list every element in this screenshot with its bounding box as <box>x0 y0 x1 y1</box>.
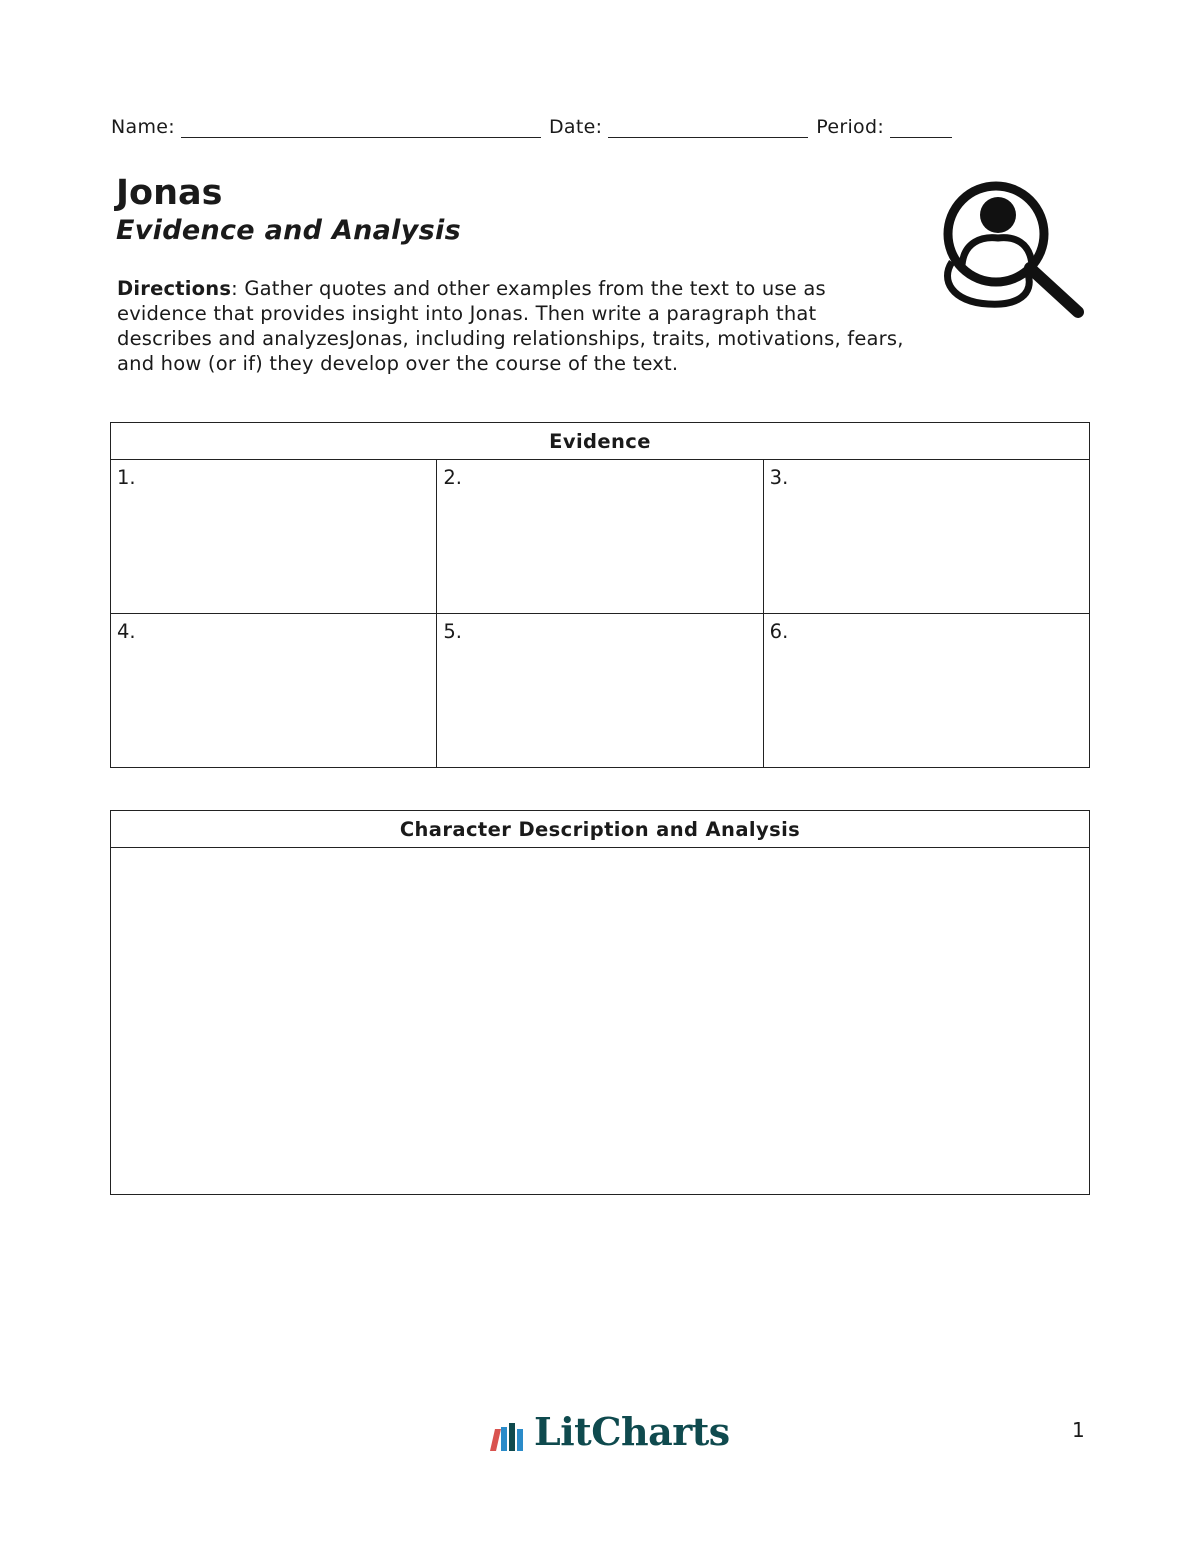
name-field[interactable] <box>181 116 541 138</box>
evidence-number: 5. <box>443 620 462 643</box>
directions-text: : Gather quotes and other examples from the text to use as evidence that provides insight into Jonas. Then write a paragraph that describes and analyzesJonas, including relationships, traits, motivations, fears, and how (or if) they develop over the course of the text. <box>117 277 904 375</box>
evidence-cell-3[interactable] <box>763 460 1089 614</box>
page-number: 1 <box>1072 1418 1085 1442</box>
date-label: Date: <box>548 116 603 138</box>
analysis-table <box>110 810 1090 1195</box>
evidence-cell-4[interactable] <box>111 614 437 768</box>
student-info-line <box>111 112 991 138</box>
directions <box>117 276 917 376</box>
magnifier-person-icon <box>938 170 1088 322</box>
books-icon <box>488 1420 528 1452</box>
evidence-number: 3. <box>769 466 789 489</box>
evidence-number: 1. <box>117 466 136 489</box>
period-field[interactable] <box>890 116 952 138</box>
analysis-heading: Character Description and Analysis <box>111 811 1090 848</box>
evidence-cell-1[interactable] <box>111 460 437 614</box>
evidence-heading: Evidence <box>111 423 1090 460</box>
date-field[interactable] <box>608 116 808 138</box>
evidence-number: 2. <box>443 466 462 489</box>
analysis-writing-area[interactable] <box>111 848 1090 1195</box>
name-label: Name: <box>111 116 175 138</box>
litcharts-logo <box>488 1408 730 1452</box>
page-subtitle: Evidence and Analysis <box>116 215 461 246</box>
period-label: Period: <box>816 116 885 138</box>
evidence-cell-6[interactable] <box>763 614 1089 768</box>
evidence-cell-5[interactable] <box>437 614 763 768</box>
logo-text: LitCharts <box>534 1409 730 1454</box>
evidence-cell-2[interactable] <box>437 460 763 614</box>
evidence-number: 4. <box>117 620 136 643</box>
directions-label: Directions <box>117 277 232 300</box>
evidence-number: 6. <box>769 620 789 643</box>
evidence-table <box>110 422 1090 768</box>
page-title: Jonas <box>116 173 223 213</box>
